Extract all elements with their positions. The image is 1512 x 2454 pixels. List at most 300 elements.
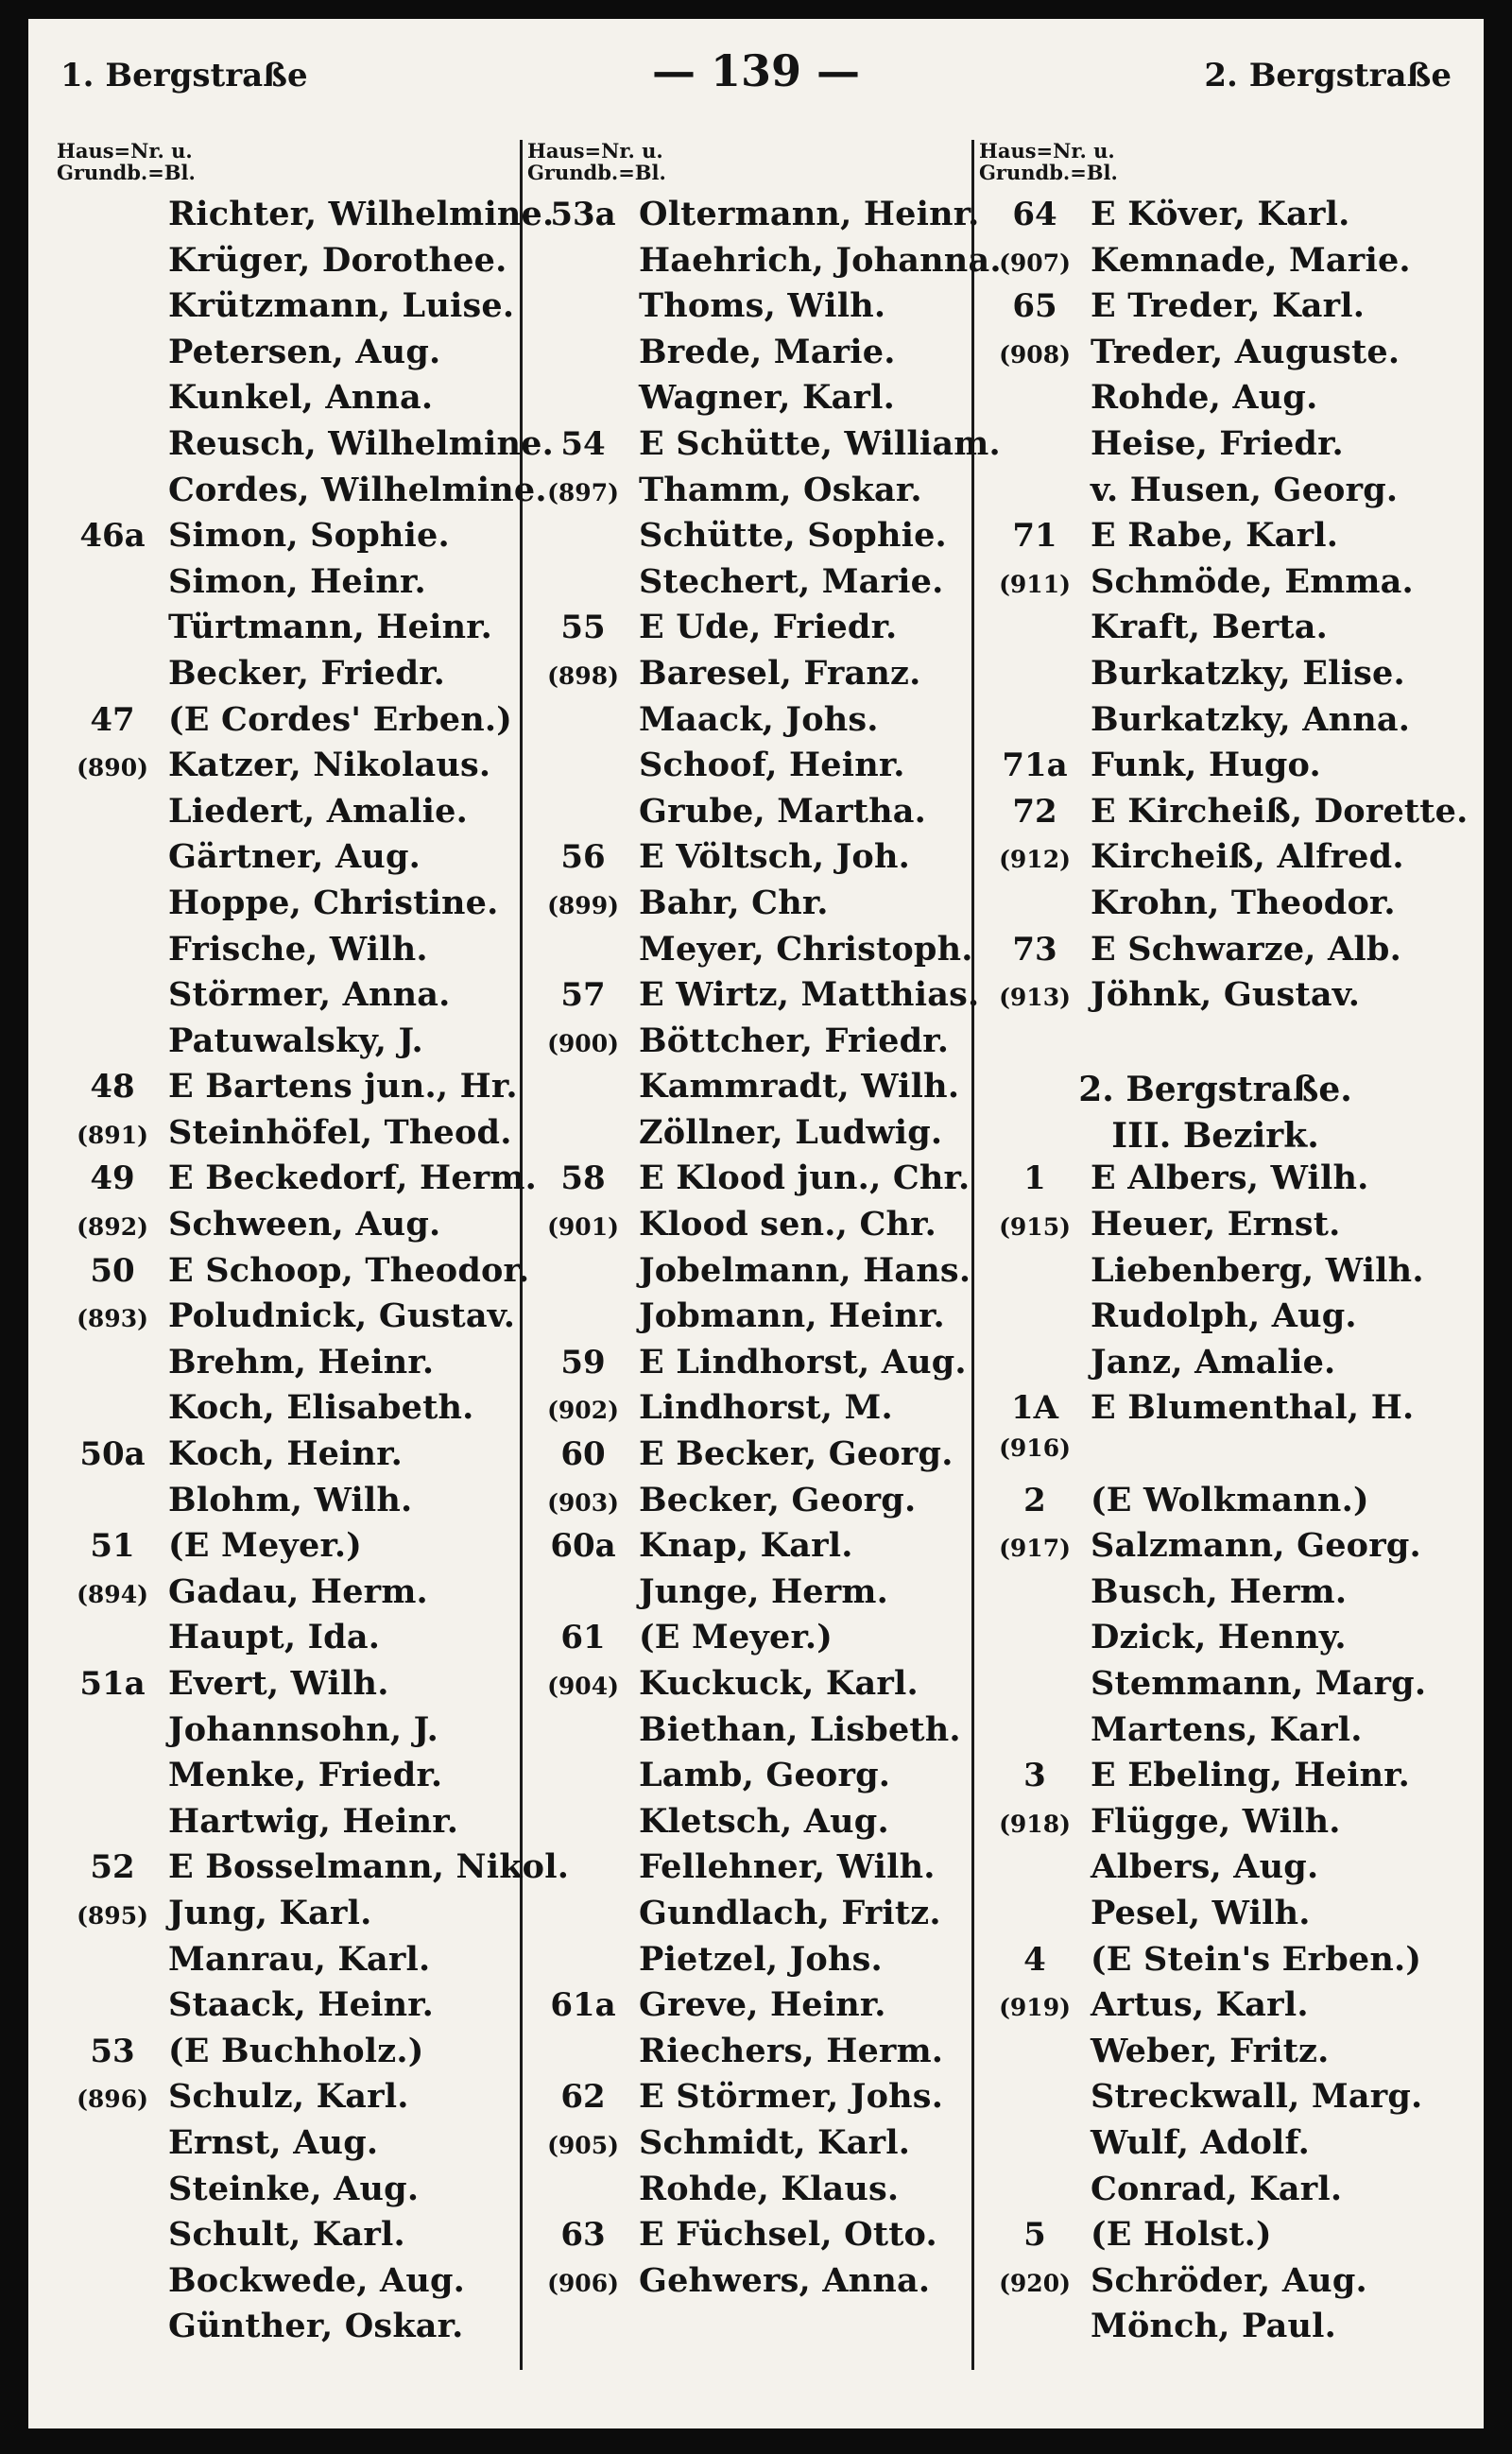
list-item (979, 884, 1452, 930)
entry-name: Meyer, Christoph. (639, 929, 973, 969)
entry-name: Gadau, Herm. (168, 1571, 428, 1611)
list-item (57, 2261, 520, 2308)
list-item (527, 1802, 971, 1848)
entry-name: Jobelmann, Hans. (639, 1250, 971, 1290)
entry-name: Burkatzky, Anna. (1091, 699, 1411, 739)
list-item (527, 1526, 971, 1572)
entry-number: (904) (547, 1673, 619, 1700)
list-item (57, 1021, 520, 1068)
entry-number: (903) (547, 1488, 619, 1517)
entry-name: Gärtner, Aug. (168, 837, 421, 877)
list-item (527, 654, 971, 700)
entry-number: 53a (550, 196, 616, 233)
entry-number: 51 (90, 1527, 135, 1566)
entry-name: Schröder, Aug. (1091, 2260, 1367, 2300)
entry-name: Zöllner, Ludwig. (639, 1112, 943, 1152)
entry-number: 60a (550, 1527, 616, 1566)
entry-name: Bahr, Chr. (639, 883, 829, 922)
entry-name: E Klood jun., Chr. (639, 1158, 971, 1198)
list-item (979, 746, 1452, 792)
entry-name: Schulz, Karl. (168, 2077, 409, 2117)
entry-number: (905) (547, 2131, 619, 2159)
entry-name: Kammradt, Wilh. (639, 1067, 960, 1107)
list-item (527, 286, 971, 333)
list-item (57, 930, 520, 976)
entry-number: (890) (77, 754, 148, 782)
entry-number: (902) (547, 1397, 619, 1425)
entry-name: (E Meyer.) (639, 1618, 833, 1657)
entry-name: Wagner, Karl. (639, 378, 896, 418)
list-item (979, 424, 1452, 471)
list-item (979, 1572, 1452, 1619)
list-item (979, 1664, 1452, 1710)
list-item (57, 333, 520, 379)
entry-number: 5 (1023, 2216, 1046, 2255)
section-spacer (979, 1021, 1452, 1068)
entry-name: Evert, Wilh. (168, 1664, 389, 1703)
page-number: — 139 — (651, 45, 861, 96)
column-header (57, 140, 520, 195)
list-item (57, 1756, 520, 1802)
list-item (57, 1250, 530, 1297)
list-item (57, 2032, 520, 2078)
list-item (527, 1021, 971, 1068)
list-item (527, 2123, 971, 2170)
entry-number: 61a (550, 1986, 616, 2025)
entry-name: Janz, Amalie. (1091, 1342, 1336, 1381)
entry-name: Flügge, Wilh. (1091, 1801, 1341, 1841)
list-item (527, 1618, 971, 1664)
entry-name: (E Stein's Erben.) (1091, 1939, 1422, 1979)
entry-name: Pesel, Wilh. (1091, 1893, 1311, 1932)
entry-name: E Wirtz, Matthias. (639, 975, 980, 1015)
list-item (979, 1940, 1452, 1986)
column-header-line1: Haus=Nr. u. (527, 139, 663, 163)
entry-name: Staack, Heinr. (168, 1985, 435, 2025)
column-header-line1: Haus=Nr. u. (57, 139, 193, 163)
entry-name: Conrad, Karl. (1091, 2169, 1343, 2208)
list-item (979, 1158, 1452, 1205)
list-item (57, 1940, 520, 1986)
list-item (57, 1802, 520, 1848)
entry-name: Schmidt, Karl. (639, 2122, 911, 2162)
entry-name: Pietzel, Johs. (639, 1939, 883, 1979)
list-item (527, 2261, 971, 2308)
entry-number: (901) (547, 1213, 619, 1242)
column-header (979, 140, 1452, 195)
list-item (57, 1572, 520, 1619)
list-item (527, 1113, 971, 1159)
column-header (527, 140, 971, 195)
entry-name: Petersen, Aug. (168, 332, 441, 371)
entry-name: Richter, Wilhelmine. (168, 195, 555, 233)
list-item (57, 1618, 520, 1664)
entry-name: Lindhorst, M. (639, 1388, 893, 1428)
entry-name: Simon, Sophie. (168, 516, 450, 556)
entry-number: (895) (77, 1901, 148, 1930)
entry-name: Greve, Heinr. (639, 1985, 886, 2025)
entry-number: (920) (999, 2269, 1071, 2297)
list-item (57, 1343, 520, 1389)
entry-number: 57 (560, 976, 606, 1015)
list-item (527, 1756, 971, 1802)
entry-name: Streckwall, Marg. (1091, 2077, 1423, 2117)
entry-number: (897) (547, 478, 619, 506)
list-item (57, 792, 520, 838)
list-item (527, 378, 971, 424)
list-item (527, 516, 971, 562)
entry-name: E Ude, Friedr. (639, 608, 898, 647)
entry-number: 56 (560, 838, 606, 877)
entry-name: Haupt, Ida. (168, 1618, 381, 1657)
entry-name: Liedert, Amalie. (168, 791, 469, 831)
entry-name: E Schoop, Theodor. (168, 1250, 530, 1290)
entry-name: Heuer, Ernst. (1091, 1205, 1341, 1244)
list-item (527, 1205, 971, 1251)
entry-name: E Rabe, Karl. (1091, 516, 1339, 556)
list-item (979, 930, 1452, 976)
list-item (527, 1985, 971, 2032)
entry-number: 61 (560, 1619, 606, 1657)
list-item (57, 1067, 520, 1113)
list-item (527, 2170, 971, 2216)
list-item (57, 562, 520, 609)
entry-name: Liebenberg, Wilh. (1091, 1250, 1424, 1290)
list-item (57, 1205, 520, 1251)
list-item (979, 516, 1452, 562)
list-item (527, 1481, 971, 1527)
entry-number: 73 (1012, 930, 1057, 969)
list-item (979, 1756, 1452, 1802)
entry-number: (912) (999, 846, 1071, 874)
entry-name: Reusch, Wilhelmine. (168, 423, 554, 463)
list-item (57, 837, 520, 884)
list-item (527, 240, 1002, 287)
section-subtitle: III. Bezirk. (1111, 1115, 1319, 1156)
entry-name: Stechert, Marie. (639, 561, 944, 601)
entry-name: E Völtsch, Joh. (639, 837, 910, 877)
list-item (57, 884, 520, 930)
entry-number: (906) (547, 2269, 619, 2297)
column-3-entries-a (979, 195, 1469, 1021)
entry-name: Hoppe, Christine. (168, 883, 499, 922)
entry-name: Johannsohn, J. (168, 1709, 439, 1749)
column-header-line2: Grundb.=Bl. (57, 161, 196, 184)
entry-name: Maack, Johs. (639, 699, 879, 739)
entry-number: 2 (1023, 1481, 1046, 1519)
list-item (57, 1388, 520, 1434)
list-item (527, 884, 971, 930)
entry-number: 51a (79, 1665, 146, 1703)
entry-name: Stemmann, Marg. (1091, 1664, 1427, 1703)
list-item (527, 2077, 971, 2123)
entry-name: Burkatzky, Elise. (1091, 653, 1405, 693)
list-item (979, 241, 1452, 287)
entry-number: (908) (999, 340, 1071, 369)
entry-name: Poludnick, Gustav. (168, 1296, 516, 1336)
list-item (527, 1894, 971, 1940)
entry-name: Thamm, Oskar. (639, 470, 922, 509)
entry-number: (913) (999, 984, 1071, 1012)
list-item (979, 333, 1452, 379)
list-item (527, 1296, 971, 1343)
entry-number: 72 (1012, 792, 1057, 831)
entry-name: Fellehner, Wilh. (639, 1847, 936, 1887)
list-item (527, 2215, 971, 2261)
entry-number: 64 (1012, 196, 1057, 233)
list-item (979, 471, 1452, 517)
entry-number: (907) (999, 249, 1071, 277)
entry-number: 50a (79, 1435, 146, 1474)
list-item (57, 700, 520, 746)
column-3-entries-b (979, 1158, 1452, 2352)
entry-name: E Füchsel, Otto. (639, 2215, 937, 2255)
entry-name: Knap, Karl. (639, 1526, 853, 1566)
list-item (979, 700, 1452, 746)
entry-name: Lamb, Georg. (639, 1756, 891, 1795)
list-item (979, 286, 1452, 333)
list-item (979, 1434, 1452, 1481)
entry-name: Heise, Friedr. (1091, 423, 1344, 463)
list-item (57, 1664, 520, 1710)
entry-number: (917) (999, 1535, 1071, 1563)
entry-number: 63 (560, 2216, 606, 2255)
entry-name: E Albers, Wilh. (1091, 1158, 1369, 1198)
entry-number: 3 (1023, 1757, 1046, 1795)
list-item (57, 241, 520, 287)
entry-name: Jöhnk, Gustav. (1091, 975, 1361, 1015)
list-item (979, 1296, 1452, 1343)
entry-number: 48 (90, 1068, 135, 1107)
list-item (527, 700, 971, 746)
entry-name: Gundlach, Fritz. (639, 1893, 941, 1932)
entry-name: Hartwig, Heinr. (168, 1801, 459, 1841)
entry-name: Grube, Martha. (639, 791, 927, 831)
entry-name: Rohde, Aug. (1091, 378, 1318, 418)
list-item (527, 1343, 971, 1389)
entry-name: Bockwede, Aug. (168, 2260, 466, 2300)
entry-name: Riechers, Herm. (639, 2031, 944, 2070)
list-item (979, 1205, 1452, 1251)
list-item (527, 1158, 971, 1205)
entry-name: E Bosselmann, Nikol. (168, 1847, 570, 1887)
list-item (57, 2123, 520, 2170)
list-item (57, 2307, 520, 2353)
entry-name: Gehwers, Anna. (639, 2260, 931, 2300)
list-item (57, 516, 520, 562)
column-3 (979, 139, 1469, 2389)
entry-name: Schult, Karl. (168, 2215, 405, 2255)
entry-name: Kraft, Berta. (1091, 608, 1329, 647)
entry-name: Katzer, Nikolaus. (168, 746, 491, 785)
list-item (527, 423, 1001, 471)
list-item (57, 423, 554, 471)
entry-number: 62 (560, 2078, 606, 2117)
list-item (57, 746, 520, 792)
entry-number: (919) (999, 1994, 1071, 2022)
list-item (527, 195, 980, 241)
entry-name: Menke, Friedr. (168, 1756, 443, 1795)
list-item (57, 1847, 570, 1894)
entry-name: Steinhöfel, Theod. (168, 1112, 512, 1152)
column-header-line2: Grundb.=Bl. (979, 161, 1118, 184)
list-item (57, 378, 520, 424)
entry-number: 52 (90, 1848, 135, 1887)
list-item (979, 654, 1452, 700)
list-item (57, 608, 520, 654)
list-item (57, 1894, 520, 1940)
list-item (527, 1251, 971, 1297)
entry-name: Klood sen., Chr. (639, 1205, 936, 1244)
list-item (979, 608, 1452, 654)
list-item (57, 470, 547, 517)
column-header-line2: Grundb.=Bl. (527, 161, 666, 184)
entry-name: E Schütte, William. (639, 423, 1001, 463)
entry-number: (900) (547, 1029, 619, 1057)
entry-name: Blohm, Wilh. (168, 1480, 413, 1519)
list-item (979, 1710, 1452, 1757)
entry-name: Schütte, Sophie. (639, 516, 947, 556)
entry-number: (896) (77, 2085, 148, 2114)
entry-name: Kunkel, Anna. (168, 378, 434, 418)
list-item (979, 2261, 1452, 2308)
entry-name: Jobmann, Heinr. (639, 1296, 945, 1336)
entry-name: E Störmer, Johs. (639, 2077, 944, 2117)
entry-number: 47 (90, 700, 135, 739)
list-item (527, 2032, 971, 2078)
list-item (57, 1710, 520, 1757)
list-item (979, 2215, 1452, 2261)
list-item (57, 1985, 520, 2032)
list-item (527, 975, 980, 1021)
entry-name: Thoms, Wilh. (639, 286, 886, 326)
entry-name: Weber, Fritz. (1091, 2031, 1330, 2070)
list-item (527, 1847, 971, 1894)
entry-name: Martens, Karl. (1091, 1709, 1363, 1749)
entry-name: Koch, Elisabeth. (168, 1388, 474, 1428)
entry-number: (893) (77, 1305, 148, 1333)
entry-number: 58 (560, 1159, 606, 1198)
entry-name: Kuckuck, Karl. (639, 1664, 919, 1703)
list-item (979, 1388, 1452, 1434)
entry-number: 49 (90, 1159, 135, 1198)
entry-name: Albers, Aug. (1091, 1847, 1319, 1887)
list-item (57, 1296, 520, 1343)
entry-name: Kletsch, Aug. (639, 1801, 889, 1841)
entry-number: 55 (560, 609, 606, 647)
entry-name: Kemnade, Marie. (1091, 240, 1411, 280)
running-head-left: 1. Bergstraße (60, 57, 308, 94)
list-item (979, 791, 1469, 838)
entry-number: (918) (999, 1810, 1071, 1838)
running-head-right: 2. Bergstraße (1204, 57, 1452, 94)
list-item (527, 1434, 971, 1481)
entry-name: E Beckedorf, Herm. (168, 1158, 538, 1198)
entry-name: Becker, Georg. (639, 1480, 917, 1519)
entry-name: Manrau, Karl. (168, 1939, 431, 1979)
entry-name: (E Meyer.) (168, 1526, 363, 1566)
column-header-line1: Haus=Nr. u. (979, 139, 1115, 163)
entry-name: Frische, Wilh. (168, 929, 428, 969)
list-item (57, 2077, 520, 2123)
list-item (979, 2032, 1452, 2078)
list-item (527, 333, 971, 379)
list-item (57, 195, 555, 241)
list-item (979, 1985, 1452, 2032)
list-item (57, 2170, 520, 2216)
list-item (979, 2170, 1452, 2216)
entry-name: E Kircheiß, Dorette. (1091, 791, 1469, 831)
entry-number: (899) (547, 891, 619, 919)
entry-name: Patuwalsky, J. (168, 1021, 423, 1060)
list-item (527, 837, 971, 884)
entry-name: Brehm, Heinr. (168, 1342, 435, 1381)
entry-name: Schoof, Heinr. (639, 746, 905, 785)
entry-number: (894) (77, 1580, 148, 1608)
entry-name: (E Buchholz.) (168, 2031, 424, 2070)
list-item (527, 1067, 971, 1113)
entry-name: E Schwarze, Alb. (1091, 929, 1401, 969)
entry-number: 65 (1012, 287, 1057, 326)
list-item (979, 837, 1452, 884)
list-item (527, 471, 971, 517)
entry-name: Baresel, Franz. (639, 653, 921, 693)
entry-name: Haehrich, Johanna. (639, 240, 1002, 280)
entry-name: Cordes, Wilhelmine. (168, 470, 547, 509)
entry-number: 53 (90, 2032, 135, 2070)
entry-name: Salzmann, Georg. (1091, 1526, 1421, 1566)
section-title: 2. Bergstraße. (1078, 1070, 1352, 1110)
list-item (57, 286, 520, 333)
entry-name: Koch, Heinr. (168, 1434, 404, 1474)
list-item (527, 746, 971, 792)
entry-number: 60 (560, 1435, 606, 1474)
list-item (57, 1434, 520, 1481)
entry-name: Krützmann, Luise. (168, 286, 515, 326)
entry-number: (916) (999, 1434, 1071, 1463)
entry-number: 1A (1010, 1389, 1059, 1428)
list-item (979, 1481, 1452, 1527)
list-item (527, 792, 971, 838)
list-item (979, 1526, 1452, 1572)
entry-name: Krüger, Dorothee. (168, 240, 507, 280)
list-item (57, 975, 520, 1021)
entry-name: Türtmann, Heinr. (168, 608, 493, 647)
entry-name: E Becker, Georg. (639, 1434, 954, 1474)
list-item (979, 2123, 1452, 2170)
list-item (527, 1710, 971, 1757)
list-item (979, 1847, 1452, 1894)
entry-number: 59 (560, 1343, 606, 1381)
list-item (57, 1481, 520, 1527)
list-item (527, 1388, 971, 1434)
entry-number: 50 (90, 1251, 135, 1290)
entry-name: Rohde, Klaus. (639, 2169, 900, 2208)
entry-name: E Treder, Karl. (1091, 286, 1366, 326)
entry-name: Kircheiß, Alfred. (1091, 837, 1404, 877)
entry-number: 1 (1023, 1159, 1046, 1198)
list-item (527, 1664, 971, 1710)
entry-name: Ernst, Aug. (168, 2122, 379, 2162)
list-item (57, 2215, 520, 2261)
entry-name: Busch, Herm. (1091, 1571, 1348, 1611)
entry-name: (E Cordes' Erben.) (168, 699, 513, 739)
entry-name: (E Wolkmann.) (1091, 1480, 1369, 1519)
column-1 (57, 139, 570, 2389)
list-item (979, 1802, 1452, 1848)
list-item (979, 1618, 1452, 1664)
entry-name: Treder, Auguste. (1091, 332, 1400, 371)
